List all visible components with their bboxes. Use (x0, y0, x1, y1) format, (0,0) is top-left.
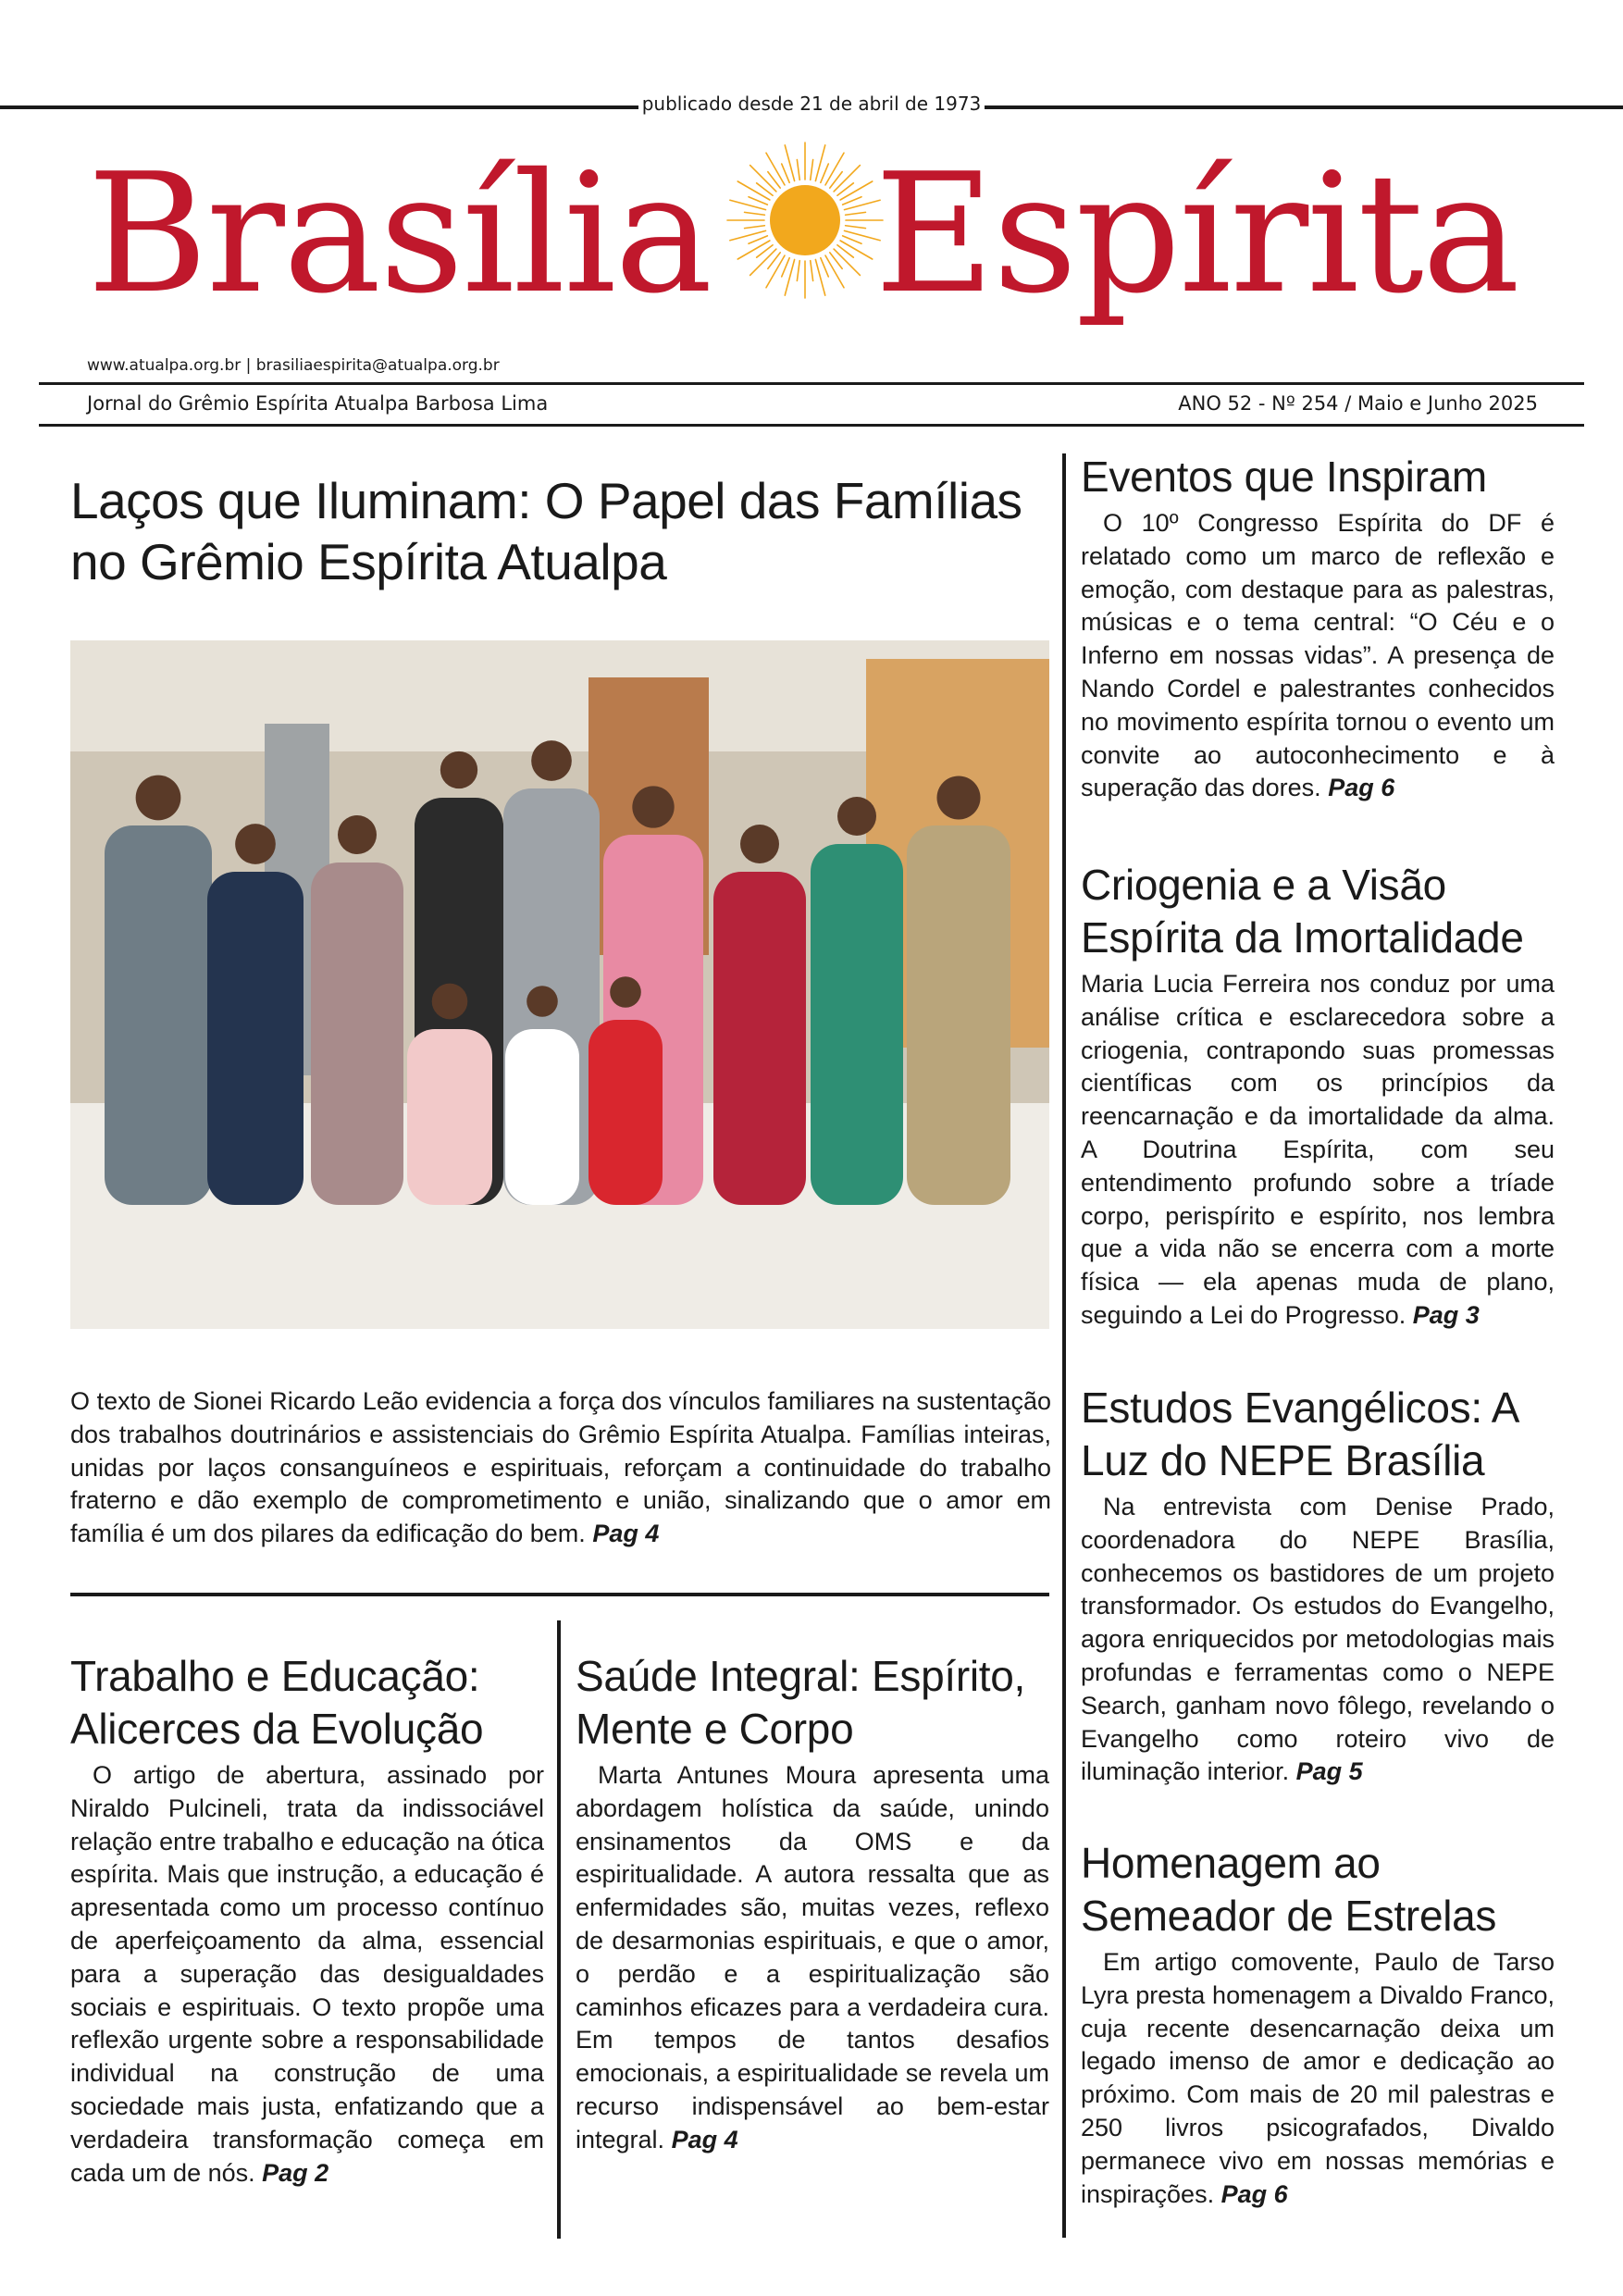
estudos-headline[interactable]: Estudos Evangélicos: A Luz do NEPE Brasília (1081, 1384, 1518, 1484)
sun-ray (766, 255, 785, 288)
person-body (105, 825, 212, 1205)
person-head (432, 984, 468, 1020)
title-word-espirita: Espírita (874, 138, 1518, 329)
person-body (588, 1020, 663, 1205)
sun-ray (766, 153, 785, 185)
sun-ray (840, 181, 873, 200)
article-criogenia (1081, 859, 1555, 1333)
sun-ray (840, 241, 873, 259)
person-body (505, 1029, 579, 1205)
person-body (713, 872, 806, 1205)
criogenia-headline[interactable]: Criogenia e a Visão Espírita da Imortalidade (1081, 861, 1524, 962)
sun-ray (797, 160, 799, 180)
estudos-summary (1081, 1491, 1555, 1789)
article-estudos (1081, 1382, 1555, 1789)
article-homenagem (1081, 1837, 1555, 2211)
section-divider-rule (70, 1593, 1049, 1596)
homenagem-summary (1081, 1946, 1555, 2211)
trabalho-headline[interactable]: Trabalho e Educação: Alicerces da Evolução (70, 1652, 484, 1753)
sun-ray (821, 164, 828, 182)
person-head (936, 776, 980, 819)
sun-ray (821, 258, 828, 277)
criogenia-summary (1081, 968, 1555, 1333)
sun-ray (843, 197, 861, 205)
trabalho-page-ref[interactable]: Pag 2 (262, 2158, 329, 2187)
person-head (338, 815, 377, 854)
homenagem-page-ref[interactable]: Pag 6 (1220, 2179, 1288, 2208)
sun-ray (846, 226, 866, 229)
sun-ray (782, 258, 789, 277)
sun-ray (843, 236, 861, 243)
sun-ray (811, 261, 813, 281)
issue-info: ANO 52 - Nº 254 / Maio e Junho 2025 (1178, 392, 1538, 415)
column-divider-lower (557, 1620, 561, 2239)
masthead-top-rule-left (0, 105, 638, 109)
person-head (527, 986, 558, 1017)
sun-ray (749, 236, 767, 243)
person-head (136, 776, 181, 821)
since-label: publicado desde 21 de abril de 1973 (641, 93, 982, 115)
contact-links[interactable]: www.atualpa.org.br | brasiliaespirita@atualpa.org.br (87, 356, 500, 375)
article-saude (576, 1650, 1049, 2157)
sun-ray (745, 212, 765, 215)
person-body (811, 844, 903, 1205)
sun-ray (749, 197, 767, 205)
sun-ray (811, 160, 813, 180)
article-eventos (1081, 451, 1555, 805)
person-head (837, 797, 876, 836)
sun-ray (825, 255, 844, 288)
masthead-band-top-rule (39, 382, 1584, 385)
saude-headline[interactable]: Saúde Integral: Espírito, Mente e Corpo (576, 1652, 1026, 1753)
trabalho-summary (70, 1759, 544, 2190)
trabalho-text: O artigo de abertura, assinado por Niraldo Pulcineli, trata da indissociável relação entre trabalho e educação na ótica espírita. Mais que instrução, a educação é apresentada como um processo contínuo de aperfeiçoamento da alma, essencial para a superação das desigualdades sociais e espirituais. O texto propõe uma reflexão urgente sobre a responsabilidade individual na construção de uma sociedade mais justa, enfatizando que a verdadeira transformação começa em cada um de nós. (70, 1761, 544, 2187)
lead-headline[interactable]: Laços que Iluminam: O Papel das Famílias no Grêmio Espírita Atualpa (70, 472, 1022, 590)
sun-ray (846, 212, 866, 215)
person-head (610, 976, 641, 1008)
eventos-text: O 10º Congresso Espírita do DF é relatado como um marco de reflexão e emoção, com destaque para as palestras, músicas e o tema central: “O Céu e o Inferno em nossas vidas”. A presença de Nando Cordel e palestrantes conhecidos no movimento espírita tornou o evento um convite ao autoconhecimento e à superação das dores. (1081, 509, 1555, 802)
sun-ray (737, 181, 770, 200)
criogenia-text: Maria Lucia Ferreira nos conduz por uma análise crítica e esclarecedora sobre a criogenia, contrapondo suas promessas científicas com os princípios da reencarnação e da imortalidade da alma. A Doutrina Espírita, com seu entendimento profundo sobre a tríade corpo, perispírito e espírito, nos lembra que a vida não se encerra com a morte física — ela apenas muda de plano, seguindo a Lei do Progresso. (1081, 970, 1555, 1329)
person-body (907, 825, 1010, 1205)
person-body (311, 863, 403, 1205)
saude-summary (576, 1759, 1049, 2157)
masthead-top-rule-right (985, 105, 1623, 109)
homenagem-text: Em artigo comovente, Paulo de Tarso Lyra presta homenagem a Divaldo Franco, cuja recente desencarnação deixa um legado imenso de amor e dedicação ao próximo. Com mais de 20 mil palestras e 250 livros psicografados, Divaldo permanece vivo em nossas memórias e inspirações. (1081, 1948, 1555, 2208)
saude-page-ref[interactable]: Pag 4 (671, 2125, 738, 2153)
eventos-summary (1081, 507, 1555, 805)
lead-page-ref[interactable]: Pag 4 (592, 1520, 660, 1548)
homenagem-headline[interactable]: Homenagem ao Semeador de Estrelas (1081, 1839, 1497, 1940)
sun-ray (745, 226, 765, 229)
lead-summary (70, 1385, 1051, 1551)
person-head (531, 740, 572, 781)
sun-ray (782, 164, 789, 182)
column-divider-right (1062, 453, 1066, 2238)
journal-name: Jornal do Grêmio Espírita Atualpa Barbosa Lima (87, 392, 549, 415)
title-word-brasilia: Brasília (87, 138, 712, 329)
person-head (235, 824, 276, 864)
family-group-photo (70, 640, 1049, 1329)
eventos-page-ref[interactable]: Pag 6 (1328, 774, 1395, 802)
sun-logo-icon (726, 128, 884, 341)
estudos-page-ref[interactable]: Pag 5 (1295, 1757, 1363, 1786)
lead-summary-text: O texto de Sionei Ricardo Leão evidencia a força dos vínculos familiares na sustentação dos trabalhos doutrinários e assistenciais do Grêmio Espírita Atualpa. Famílias inteiras, unidas por laços consanguíneos e espirituais, reforçam a continuidade do trabalho fraterno e dão exemplo de comprometimento e união, sinalizando que o amor em família é um dos pilares da edificação do bem. (70, 1387, 1051, 1548)
eventos-headline[interactable]: Eventos que Inspiram (1081, 453, 1487, 501)
sun-ray (737, 241, 770, 259)
saude-text: Marta Antunes Moura apresenta uma abordagem holística da saúde, unindo ensinamentos da OMS e da espiritualidade. A autora ressalta que as enfermidades são, muitas vezes, reflexo de desarmonias espirituais, e que o amor, o perdão e a espiritualização são caminhos eficazes para a verdadeira cura. Em tempos de tantos desafios emocionais, a espiritualidade se revela um recurso indispensável ao bem-estar integral. (576, 1761, 1049, 2153)
person-head (740, 825, 779, 863)
masthead-band-bottom-rule (39, 424, 1584, 427)
criogenia-page-ref[interactable]: Pag 3 (1412, 1300, 1480, 1329)
estudos-text: Na entrevista com Denise Prado, coordenadora do NEPE Brasília, conhecemos os bastidores de um projeto transformador. Os estudos do Evangelho, agora enriquecidos por metodologias mais profundas e ferramentas como o NEPE Search, ganham novo fôlego, revelando o Evangelho como roteiro vivo de iluminação interior. (1081, 1493, 1555, 1786)
person-head (632, 786, 674, 827)
sun-ray (825, 153, 844, 185)
sun-ray (797, 261, 799, 281)
person-body (407, 1029, 492, 1205)
person-body (207, 872, 304, 1205)
article-trabalho (70, 1650, 544, 2190)
person-head (440, 751, 477, 788)
